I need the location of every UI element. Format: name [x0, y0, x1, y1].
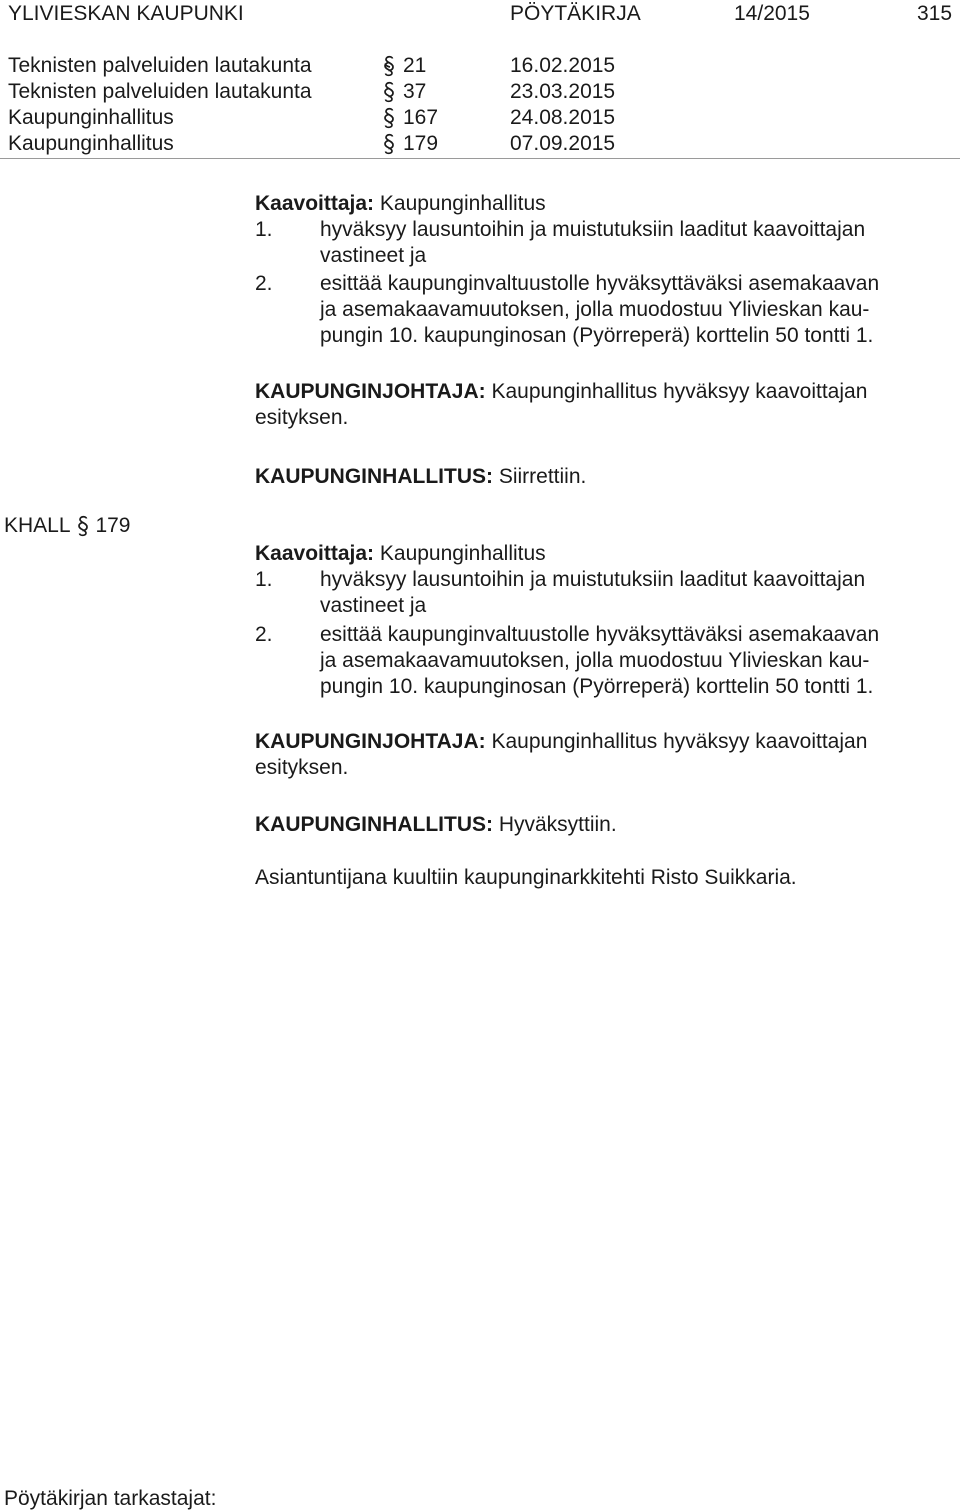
history-section: 167 [403, 106, 439, 129]
history-date: 07.09.2015 [510, 132, 616, 155]
section-reference [4, 513, 131, 539]
page-number: 315 [917, 2, 953, 25]
header-divider [0, 158, 960, 159]
mayor-text: Kaupunginhallitus hyväksyy kaavoittajan [491, 730, 868, 753]
reviewers-label: Pöytäkirjan tarkastajat: [4, 1487, 217, 1510]
section-sign-icon [382, 131, 396, 157]
board-label: KAUPUNGINHALLITUS: [255, 813, 493, 836]
proposer-label: Kaavoittaja: [255, 192, 375, 215]
mayor-text-cont: esityksen. [255, 756, 349, 779]
organization-name: YLIVIESKAN KAUPUNKI [8, 2, 244, 25]
board-label: KAUPUNGINHALLITUS: [255, 465, 493, 488]
proposal-item [320, 567, 945, 619]
section-sign-icon [382, 53, 396, 79]
mayor-label: KAUPUNGINJOHTAJA: [255, 730, 486, 753]
item-number: 2. [255, 272, 273, 295]
proposal-line: pungin 10. kaupunginosan (Pyörreperä) korttelin 50 tontti 1. [320, 675, 874, 698]
history-section: 37 [403, 80, 427, 103]
mayor-proposal [255, 729, 945, 781]
proposer-label: Kaavoittaja: [255, 542, 375, 565]
expert-note: Asiantuntijana kuultiin kaupunginarkkitehti Risto Suikkaria. [255, 866, 797, 889]
proposal-line: ja asemakaavamuutoksen, jolla muodostuu Ylivieskan kau- [320, 298, 870, 321]
board-decision [255, 464, 586, 490]
mayor-text: Kaupunginhallitus hyväksyy kaavoittajan [491, 380, 868, 403]
proposal-item [320, 622, 945, 700]
history-body: Kaupunginhallitus [8, 106, 174, 129]
mayor-label: KAUPUNGINJOHTAJA: [255, 380, 486, 403]
proposal-line: esittää kaupunginvaltuustolle hyväksyttäväksi asemakaavan [320, 623, 880, 646]
history-date: 16.02.2015 [510, 54, 616, 77]
proposer-name: Kaupunginhallitus [379, 542, 546, 565]
proposal-line: vastineet ja [320, 244, 427, 267]
proposal-line: ja asemakaavamuutoksen, jolla muodostuu Ylivieskan kau- [320, 649, 870, 672]
board-decision-text: Hyväksyttiin. [498, 813, 617, 836]
mayor-text-cont: esityksen. [255, 406, 349, 429]
history-body: Kaupunginhallitus [8, 132, 174, 155]
history-body: Teknisten palveluiden lautakunta [8, 54, 312, 77]
proposal-item [320, 217, 945, 269]
proposal-item [320, 271, 945, 349]
section-number: 179 [95, 514, 131, 537]
item-number: 1. [255, 568, 273, 591]
board-decision [255, 812, 617, 838]
history-body: Teknisten palveluiden lautakunta [8, 80, 312, 103]
board-decision-text: Siirrettiin. [498, 465, 587, 488]
history-date: 23.03.2015 [510, 80, 616, 103]
proposal-line: vastineet ja [320, 594, 427, 617]
item-number: 2. [255, 623, 273, 646]
history-date: 24.08.2015 [510, 106, 616, 129]
proposal-line: pungin 10. kaupunginosan (Pyörreperä) korttelin 50 tontti 1. [320, 324, 874, 347]
section-sign-icon [382, 79, 396, 105]
document-type: PÖYTÄKIRJA [510, 2, 641, 25]
proposer-name: Kaupunginhallitus [379, 192, 546, 215]
history-section: 179 [403, 132, 439, 155]
mayor-proposal [255, 379, 945, 431]
proposal-line: esittää kaupunginvaltuustolle hyväksyttäväksi asemakaavan [320, 272, 880, 295]
section-label: KHALL [4, 514, 70, 537]
item-number: 1. [255, 218, 273, 241]
history-section: 21 [403, 54, 427, 77]
proposer-line [255, 541, 546, 567]
document-number: 14/2015 [734, 2, 810, 25]
proposal-line: hyväksyy lausuntoihin ja muistutuksiin laaditut kaavoittajan [320, 218, 866, 241]
proposer-line [255, 191, 546, 217]
proposal-line: hyväksyy lausuntoihin ja muistutuksiin laaditut kaavoittajan [320, 568, 866, 591]
section-sign-icon [382, 105, 396, 131]
section-sign-icon [76, 513, 90, 539]
